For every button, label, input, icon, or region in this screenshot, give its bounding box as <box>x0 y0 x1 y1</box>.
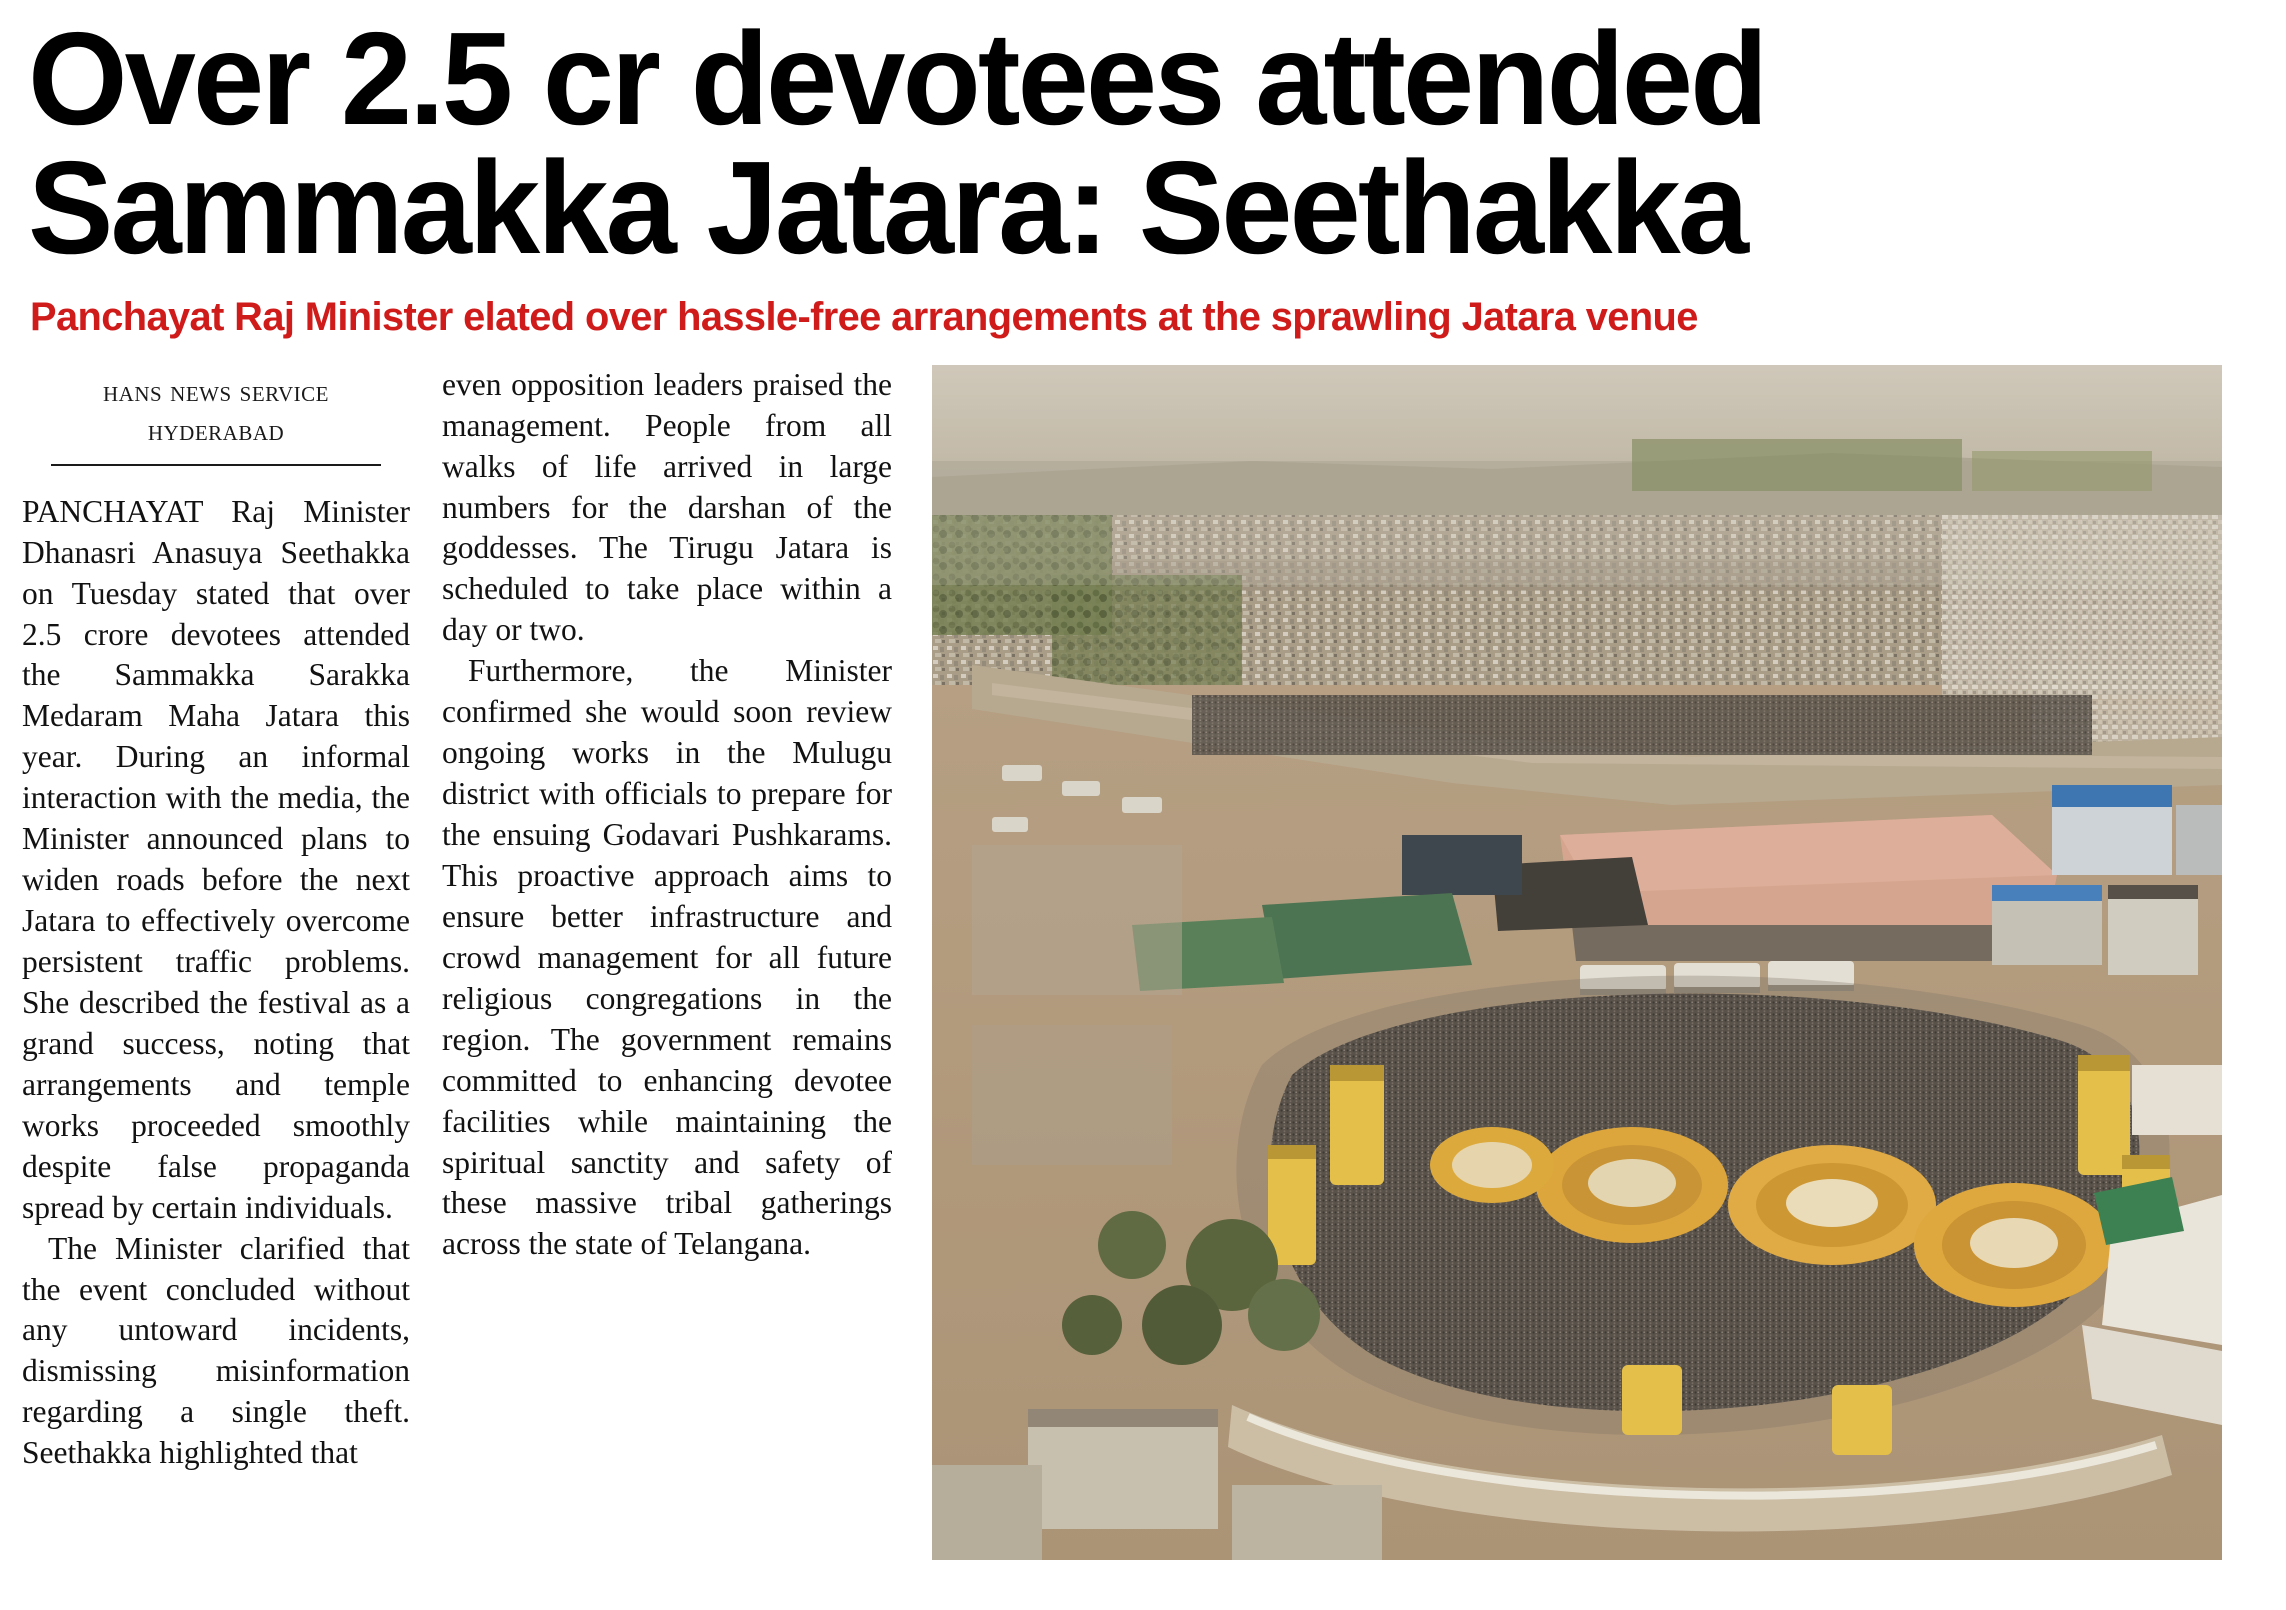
column-one <box>22 365 442 1475</box>
byline-place: hyderabad <box>147 414 285 448</box>
article-photo <box>932 365 2222 1560</box>
headline-line-1: Over 2.5 cr devotees attended <box>28 5 1766 152</box>
headline-line-2: Sammakka Jatara: Seethakka <box>28 134 1747 282</box>
article-body <box>22 365 2264 1560</box>
column-one-text <box>22 492 410 1475</box>
column-two <box>442 365 932 1266</box>
paragraph: Furthermore, the Minister confirmed she would soon review ongoing works in the Mulugu district with officials to prepare for the ensuing Godavari Pushkarams. This proactive approach aims to ensure better infrastructure and crowd management for all future religious congregations in the region. The government remains committed to enhancing devotee facilities while maintaining the spiritual sanctity and safety of these massive tribal gatherings across the state of Telangana. <box>442 653 892 1262</box>
subhead: Panchayat Raj Minister elated over hassle-free arrangements at the sprawling Jatara venue <box>30 294 1698 339</box>
paragraph: The Minister clarified that the event concluded without any untoward incidents, dismissing misinformation regarding a single theft. Seethakka highlighted that <box>22 1230 410 1471</box>
byline-divider <box>51 464 381 466</box>
paragraph: even opposition leaders praised the management. People from all walks of life arrived in large numbers for the darshan of the goddesses. The Tirugu Jatara is scheduled to take place within a day or two. <box>442 366 892 648</box>
paragraph: PANCHAYAT Raj Minister Dhanasri Anasuya Seethakka on Tuesday stated that over 2.5 crore devotees attended the Sammakka Sarakka Medaram Maha Jatara this year. During an informal interaction with the media, the Minister announced plans to widen roads before the next Jatara to effectively overcome persistent traffic problems. She described the festival as a grand success, noting that arrangements and temple works proceeded smoothly despite false propaganda spread by certain individuals. <box>22 493 410 1225</box>
byline <box>22 373 410 450</box>
column-two-text <box>442 365 892 1266</box>
page-title <box>28 5 2197 282</box>
photo-column <box>932 365 2222 1560</box>
byline-service: hans news service <box>102 374 329 408</box>
aerial-jatara-illustration <box>932 365 2222 1560</box>
